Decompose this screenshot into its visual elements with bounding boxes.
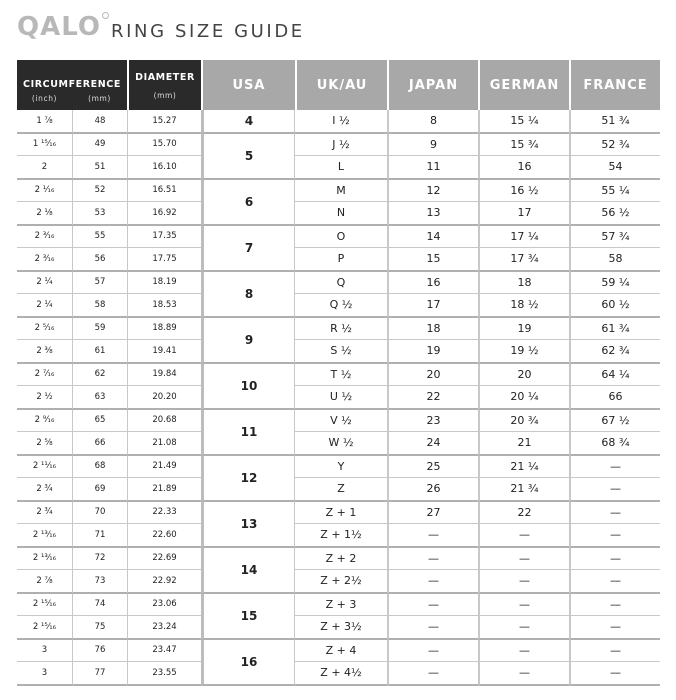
cell-german: 18: [478, 272, 569, 295]
cell-usa: 12: [201, 456, 295, 502]
registered-mark-icon: [102, 12, 109, 19]
cell-diameter: 16.10: [127, 156, 201, 180]
cell-mm: 69: [72, 478, 127, 502]
cell-usa: 15: [201, 594, 295, 640]
table-row: [17, 432, 660, 456]
cell-diameter: 18.53: [127, 294, 201, 318]
cell-german: 16: [478, 156, 569, 180]
table-row: [17, 456, 660, 479]
cell-mm: 57: [72, 272, 127, 295]
table-row: [17, 248, 660, 272]
cell-inch: 1 ¹⁵⁄₁₆: [17, 134, 72, 157]
cell-france: 60 ½: [569, 294, 660, 318]
cell-german: 20 ¼: [478, 386, 569, 410]
cell-german: —: [478, 616, 569, 640]
cell-inch: 2: [17, 156, 72, 180]
cell-uk: W ½: [295, 432, 387, 456]
cell-inch: 1 ⅞: [17, 110, 72, 134]
cell-diameter: 20.20: [127, 386, 201, 410]
cell-mm: 73: [72, 570, 127, 594]
cell-usa: 7: [201, 226, 295, 272]
cell-uk: J ½: [295, 134, 387, 157]
cell-uk: Z + 1: [295, 502, 387, 525]
cell-mm: 56: [72, 248, 127, 272]
cell-usa: 10: [201, 364, 295, 410]
header-inch-unit: (inch): [17, 94, 72, 110]
cell-japan: —: [387, 640, 478, 663]
table-row: [17, 570, 660, 594]
cell-mm: 75: [72, 616, 127, 640]
cell-inch: 2 ¹⁄₁₆: [17, 180, 72, 203]
cell-diameter: 22.60: [127, 524, 201, 548]
cell-france: 51 ¾: [569, 110, 660, 134]
cell-german: 15 ¾: [478, 134, 569, 157]
header-diameter: [127, 60, 201, 110]
cell-german: —: [478, 548, 569, 571]
cell-france: —: [569, 548, 660, 571]
cell-diameter: 16.51: [127, 180, 201, 203]
cell-france: —: [569, 570, 660, 594]
table-row: [17, 548, 660, 571]
cell-german: 21 ¼: [478, 456, 569, 479]
cell-inch: 2 ⅜: [17, 340, 72, 364]
cell-france: 67 ½: [569, 410, 660, 433]
cell-mm: 62: [72, 364, 127, 387]
cell-german: 20 ¾: [478, 410, 569, 433]
table-row: [17, 226, 660, 249]
cell-inch: 2 ⁷⁄₁₆: [17, 364, 72, 387]
cell-diameter: 17.35: [127, 226, 201, 249]
cell-diameter: 18.19: [127, 272, 201, 295]
cell-japan: 9: [387, 134, 478, 157]
cell-japan: 24: [387, 432, 478, 456]
table-row: [17, 386, 660, 410]
cell-uk: Z: [295, 478, 387, 502]
brand-name: QALO: [17, 12, 101, 42]
cell-german: 20: [478, 364, 569, 387]
cell-france: 66: [569, 386, 660, 410]
cell-usa: 13: [201, 502, 295, 548]
cell-japan: 23: [387, 410, 478, 433]
cell-japan: 17: [387, 294, 478, 318]
cell-mm: 66: [72, 432, 127, 456]
cell-german: 19: [478, 318, 569, 341]
cell-inch: 2 ¾: [17, 478, 72, 502]
cell-france: 54: [569, 156, 660, 180]
table-row: [17, 272, 660, 295]
cell-inch: 2 ³⁄₁₆: [17, 248, 72, 272]
header-diameter-label: DIAMETER: [135, 72, 195, 83]
cell-usa: 14: [201, 548, 295, 594]
table-row: [17, 340, 660, 364]
cell-diameter: 19.84: [127, 364, 201, 387]
cell-uk: S ½: [295, 340, 387, 364]
cell-inch: 2 ¾: [17, 502, 72, 525]
cell-japan: —: [387, 594, 478, 617]
cell-japan: 25: [387, 456, 478, 479]
cell-japan: 26: [387, 478, 478, 502]
cell-france: 64 ¼: [569, 364, 660, 387]
table-row: [17, 294, 660, 318]
brand-logo: [17, 12, 109, 42]
cell-mm: 68: [72, 456, 127, 479]
cell-mm: 51: [72, 156, 127, 180]
ring-size-table: [17, 60, 660, 686]
cell-japan: —: [387, 548, 478, 571]
cell-japan: 15: [387, 248, 478, 272]
cell-france: —: [569, 502, 660, 525]
header-uk-au: UK/AU: [295, 60, 387, 110]
cell-france: 68 ¾: [569, 432, 660, 456]
header-france: FRANCE: [569, 60, 660, 110]
cell-diameter: 23.47: [127, 640, 201, 663]
table-row: [17, 662, 660, 686]
cell-uk: Z + 2: [295, 548, 387, 571]
cell-inch: 2 ⅛: [17, 202, 72, 226]
cell-uk: P: [295, 248, 387, 272]
table-row: [17, 502, 660, 525]
cell-inch: 3: [17, 662, 72, 686]
cell-uk: Z + 4½: [295, 662, 387, 686]
cell-japan: 27: [387, 502, 478, 525]
header-japan: JAPAN: [387, 60, 478, 110]
cell-inch: 2 ¹⁵⁄₁₆: [17, 594, 72, 617]
cell-uk: Z + 2½: [295, 570, 387, 594]
header-row: [17, 60, 660, 94]
cell-inch: 2 ⁵⁄₁₆: [17, 318, 72, 341]
cell-japan: 19: [387, 340, 478, 364]
cell-inch: 2 ⅞: [17, 570, 72, 594]
cell-france: 52 ¾: [569, 134, 660, 157]
cell-japan: 18: [387, 318, 478, 341]
table-row: [17, 478, 660, 502]
cell-inch: 2 ¼: [17, 294, 72, 318]
cell-diameter: 21.08: [127, 432, 201, 456]
cell-mm: 77: [72, 662, 127, 686]
cell-japan: 14: [387, 226, 478, 249]
cell-uk: Z + 3: [295, 594, 387, 617]
cell-japan: —: [387, 662, 478, 686]
cell-diameter: 21.49: [127, 456, 201, 479]
cell-mm: 74: [72, 594, 127, 617]
cell-france: —: [569, 524, 660, 548]
cell-mm: 63: [72, 386, 127, 410]
cell-german: 17 ¾: [478, 248, 569, 272]
cell-german: —: [478, 570, 569, 594]
table-row: [17, 180, 660, 203]
cell-german: —: [478, 524, 569, 548]
cell-mm: 71: [72, 524, 127, 548]
cell-uk: T ½: [295, 364, 387, 387]
cell-france: —: [569, 616, 660, 640]
header-usa: USA: [201, 60, 295, 110]
cell-inch: 3: [17, 640, 72, 663]
cell-german: 19 ½: [478, 340, 569, 364]
page-header: [0, 0, 676, 60]
cell-inch: 2 ³⁄₁₆: [17, 226, 72, 249]
cell-japan: 13: [387, 202, 478, 226]
cell-japan: —: [387, 570, 478, 594]
cell-inch: 2 ¹¹⁄₁₆: [17, 456, 72, 479]
cell-mm: 52: [72, 180, 127, 203]
cell-diameter: 23.24: [127, 616, 201, 640]
cell-usa: 9: [201, 318, 295, 364]
cell-german: 18 ½: [478, 294, 569, 318]
cell-mm: 55: [72, 226, 127, 249]
cell-german: —: [478, 640, 569, 663]
table-row: [17, 594, 660, 617]
cell-inch: 2 ⁹⁄₁₆: [17, 410, 72, 433]
cell-japan: 11: [387, 156, 478, 180]
cell-uk: M: [295, 180, 387, 203]
cell-mm: 49: [72, 134, 127, 157]
cell-diameter: 17.75: [127, 248, 201, 272]
cell-france: 58: [569, 248, 660, 272]
table-row: [17, 202, 660, 226]
cell-diameter: 23.55: [127, 662, 201, 686]
cell-france: —: [569, 594, 660, 617]
cell-uk: Q ½: [295, 294, 387, 318]
cell-diameter: 16.92: [127, 202, 201, 226]
cell-german: 21: [478, 432, 569, 456]
cell-usa: 6: [201, 180, 295, 226]
table-row: [17, 110, 660, 134]
cell-france: —: [569, 456, 660, 479]
cell-usa: 5: [201, 134, 295, 180]
cell-japan: 8: [387, 110, 478, 134]
cell-mm: 61: [72, 340, 127, 364]
cell-inch: 2 ⅝: [17, 432, 72, 456]
cell-japan: —: [387, 524, 478, 548]
header-mm-unit: (mm): [72, 94, 127, 110]
cell-mm: 58: [72, 294, 127, 318]
cell-france: 59 ¼: [569, 272, 660, 295]
cell-mm: 76: [72, 640, 127, 663]
cell-usa: 11: [201, 410, 295, 456]
cell-diameter: 15.27: [127, 110, 201, 134]
cell-inch: 2 ¹⁵⁄₁₆: [17, 616, 72, 640]
cell-france: —: [569, 662, 660, 686]
cell-uk: L: [295, 156, 387, 180]
header-diameter-unit: (mm): [153, 91, 177, 100]
cell-diameter: 23.06: [127, 594, 201, 617]
cell-german: 22: [478, 502, 569, 525]
cell-diameter: 21.89: [127, 478, 201, 502]
cell-inch: 2 ¹³⁄₁₆: [17, 524, 72, 548]
cell-uk: Z + 3½: [295, 616, 387, 640]
cell-german: 15 ¼: [478, 110, 569, 134]
cell-mm: 48: [72, 110, 127, 134]
cell-inch: 2 ½: [17, 386, 72, 410]
cell-uk: Z + 1½: [295, 524, 387, 548]
cell-german: 17: [478, 202, 569, 226]
cell-diameter: 22.92: [127, 570, 201, 594]
cell-german: 21 ¾: [478, 478, 569, 502]
header-circumference: CIRCUMFERENCE: [17, 60, 127, 94]
cell-inch: 2 ¹³⁄₁₆: [17, 548, 72, 571]
cell-usa: 8: [201, 272, 295, 318]
cell-usa: 4: [201, 110, 295, 134]
cell-german: —: [478, 594, 569, 617]
cell-uk: U ½: [295, 386, 387, 410]
cell-mm: 70: [72, 502, 127, 525]
table-row: [17, 364, 660, 387]
cell-mm: 53: [72, 202, 127, 226]
table-row: [17, 156, 660, 180]
cell-diameter: 22.69: [127, 548, 201, 571]
cell-diameter: 20.68: [127, 410, 201, 433]
cell-inch: 2 ¼: [17, 272, 72, 295]
cell-japan: —: [387, 616, 478, 640]
table-row: [17, 616, 660, 640]
table-row: [17, 410, 660, 433]
cell-uk: Z + 4: [295, 640, 387, 663]
cell-uk: Y: [295, 456, 387, 479]
cell-france: 57 ¾: [569, 226, 660, 249]
cell-uk: O: [295, 226, 387, 249]
cell-japan: 12: [387, 180, 478, 203]
cell-uk: Q: [295, 272, 387, 295]
table-row: [17, 134, 660, 157]
cell-mm: 65: [72, 410, 127, 433]
cell-german: 17 ¼: [478, 226, 569, 249]
cell-france: 62 ¾: [569, 340, 660, 364]
cell-france: 55 ¼: [569, 180, 660, 203]
cell-german: —: [478, 662, 569, 686]
cell-usa: 16: [201, 640, 295, 686]
cell-france: 61 ¾: [569, 318, 660, 341]
cell-diameter: 15.70: [127, 134, 201, 157]
cell-japan: 20: [387, 364, 478, 387]
table-row: [17, 524, 660, 548]
cell-france: —: [569, 640, 660, 663]
header-german: GERMAN: [478, 60, 569, 110]
cell-uk: V ½: [295, 410, 387, 433]
cell-mm: 59: [72, 318, 127, 341]
cell-france: 56 ½: [569, 202, 660, 226]
cell-uk: I ½: [295, 110, 387, 134]
cell-mm: 72: [72, 548, 127, 571]
cell-uk: N: [295, 202, 387, 226]
cell-japan: 22: [387, 386, 478, 410]
cell-diameter: 22.33: [127, 502, 201, 525]
table-row: [17, 640, 660, 663]
page-title: RING SIZE GUIDE: [111, 21, 305, 42]
cell-diameter: 19.41: [127, 340, 201, 364]
cell-japan: 16: [387, 272, 478, 295]
cell-diameter: 18.89: [127, 318, 201, 341]
cell-german: 16 ½: [478, 180, 569, 203]
cell-uk: R ½: [295, 318, 387, 341]
table-row: [17, 318, 660, 341]
cell-france: —: [569, 478, 660, 502]
